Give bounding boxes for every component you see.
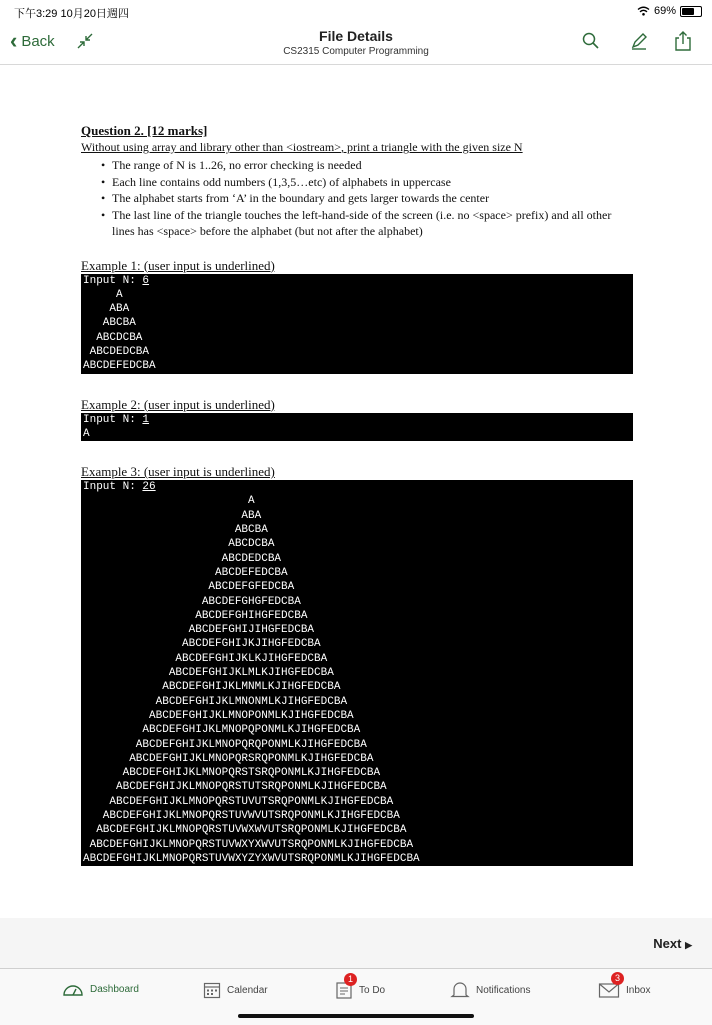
inbox-badge: 3 xyxy=(611,972,624,985)
example-2-label: Example 2: (user input is underlined) xyxy=(81,396,275,412)
triangle-line: ABCDEFGHIHGFEDCBA xyxy=(83,609,308,622)
triangle-line: ABCBA xyxy=(83,524,268,537)
triangle-line: ABCDEFEDCBA xyxy=(83,360,156,373)
requirements-list xyxy=(81,157,633,240)
triangle-line: ABCDEFGHIJKLMNOPQRSTUVWXYZYXWVUTSRQPONMLKJIHGFEDCBA xyxy=(83,852,420,865)
console-prompt: Input N: xyxy=(83,274,143,287)
triangle-line: ABA xyxy=(83,303,130,316)
tab-dashboard[interactable] xyxy=(62,981,139,997)
list-item: • The last line of the triangle touches the left-hand-side of the screen (i.e. no <space> prefix) and all other lines has <space> before the alphabet (but not after the alphabet) xyxy=(101,207,633,240)
list-item: • The alphabet starts from ‘A’ in the boundary and gets larger towards the center xyxy=(101,190,633,207)
back-label: Back xyxy=(21,32,55,50)
dashboard-icon xyxy=(62,981,84,997)
tab-label: Notifications xyxy=(476,984,531,996)
status-time: 下午3:29 10月20日週四 xyxy=(14,8,129,20)
triangle-line: ABCDEFGHIJKJIHGFEDCBA xyxy=(83,638,321,651)
page-title: File Details xyxy=(319,28,393,44)
triangle-line: ABCDEFGHIJKLMNOPQRSTUVWXYXWVUTSRQPONMLKJIHGFEDCBA xyxy=(83,838,414,851)
triangle-line: ABCDEFGHIJKLMNOPQRSTUTSRQPONMLKJIHGFEDCBA xyxy=(83,781,387,794)
navigation-bar xyxy=(0,22,712,65)
triangle-line: ABCDEFGHIJKLMNOPQRSTUVWXWVUTSRQPONMLKJIHGFEDCBA xyxy=(83,824,407,837)
tab-label: Calendar xyxy=(227,984,268,996)
bell-icon xyxy=(450,981,470,999)
document-page xyxy=(81,120,633,866)
triangle-line: ABCDEDCBA xyxy=(83,345,150,358)
intro-rest: , print a triangle with the given size N xyxy=(340,140,523,154)
title-block xyxy=(0,28,712,57)
home-indicator xyxy=(238,1014,474,1018)
tab-notifications[interactable] xyxy=(450,981,530,999)
list-item: • Each line contains odd numbers (1,3,5…etc) of alphabets in uppercase xyxy=(101,174,633,191)
document-footer xyxy=(0,918,712,968)
chevron-left-icon: ‹ xyxy=(10,28,18,53)
battery-icon xyxy=(680,6,702,17)
triangle-line: ABCDEFGHIJKLMNOPQPONMLKJIHGFEDCBA xyxy=(83,724,361,737)
triangle-line: ABCBA xyxy=(83,317,136,330)
triangle-line: ABCDEFGHIJKLKJIHGFEDCBA xyxy=(83,652,328,665)
battery-percent: 69% xyxy=(653,5,676,17)
triangle-line: A xyxy=(83,288,123,301)
wifi-icon xyxy=(637,6,650,16)
triangle-line: ABCDEFGHIJIHGFEDCBA xyxy=(83,624,315,637)
triangle-line: ABCDEFGHIJKLMNOPQRSRQPONMLKJIHGFEDCBA xyxy=(83,752,374,765)
triangle-line: ABCDEFGHIJKLMNONMLKJIHGFEDCBA xyxy=(83,695,348,708)
triangle-line: ABCDEFGHIJKLMNOPQRQPONMLKJIHGFEDCBA xyxy=(83,738,367,751)
tab-todo[interactable] xyxy=(335,974,386,999)
console-input: 6 xyxy=(142,274,150,287)
todo-badge: 1 xyxy=(344,973,357,986)
triangle-line: ABCDEDCBA xyxy=(83,552,282,565)
triangle-line: ABCDEFGFEDCBA xyxy=(83,581,295,594)
triangle-line: ABA xyxy=(83,509,262,522)
share-icon[interactable] xyxy=(672,30,694,52)
console-prompt: Input N: xyxy=(83,413,143,426)
battery-level xyxy=(682,8,694,15)
triangle-line: ABCDEFGHIJKLMNOPQRSTUVWVUTSRQPONMLKJIHGFEDCBA xyxy=(83,810,400,822)
triangle-line: ABCDEFGHGFEDCBA xyxy=(83,595,301,608)
question-intro xyxy=(81,140,633,155)
play-arrow-icon: ▶ xyxy=(685,940,692,950)
inbox-icon-wrap xyxy=(598,973,620,999)
tab-label: Inbox xyxy=(626,984,651,996)
tab-inbox[interactable] xyxy=(598,973,651,999)
todo-icon-wrap xyxy=(335,974,353,999)
triangle-line: ABCDCBA xyxy=(83,538,275,551)
example-1-label: Example 1: (user input is underlined) xyxy=(81,257,275,273)
triangle-line: ABCDCBA xyxy=(83,331,143,344)
triangle-line: ABCDEFGHIJKLMNOPQRSTUVUTSRQPONMLKJIHGFEDCBA xyxy=(83,795,394,808)
console-prompt: Input N: xyxy=(83,481,143,494)
console-input: 26 xyxy=(142,481,156,494)
list-item: • The range of N is 1..26, no error checking is needed xyxy=(101,157,633,174)
triangle-line: ABCDEFGHIJKLMNOPONMLKJIHGFEDCBA xyxy=(83,709,354,722)
intro-underlined: Without using array and library other than <iostream> xyxy=(81,140,341,154)
triangle-line: A xyxy=(83,495,255,508)
triangle-line: ABCDEFEDCBA xyxy=(83,566,288,579)
example-2-console xyxy=(81,413,633,442)
status-bar xyxy=(0,0,712,22)
triangle-line: A xyxy=(83,427,90,440)
triangle-output xyxy=(83,288,631,374)
next-button[interactable] xyxy=(653,936,692,951)
triangle-line: ABCDEFGHIJKLMNMLKJIHGFEDCBA xyxy=(83,681,341,694)
triangle-line: ABCDEFGHIJKLMLKJIHGFEDCBA xyxy=(83,667,334,680)
tab-label: Dashboard xyxy=(90,983,139,995)
next-label: Next xyxy=(653,936,682,951)
question-title: Question 2. [12 marks] xyxy=(81,123,208,138)
triangle-output xyxy=(83,427,631,441)
example-3-console xyxy=(81,480,633,866)
tab-label: To Do xyxy=(359,984,386,996)
search-icon[interactable] xyxy=(580,30,602,52)
console-input: 1 xyxy=(142,413,150,426)
example-3-label: Example 3: (user input is underlined) xyxy=(81,464,275,480)
page-subtitle: CS2315 Computer Programming xyxy=(283,46,429,57)
annotate-pen-icon[interactable] xyxy=(628,30,650,52)
triangle-line: ABCDEFGHIJKLMNOPQRSTSRQPONMLKJIHGFEDCBA xyxy=(83,767,381,780)
tab-calendar[interactable] xyxy=(203,981,268,999)
status-right xyxy=(637,5,702,17)
triangle-output xyxy=(83,494,631,866)
example-1-console xyxy=(81,274,633,374)
calendar-icon xyxy=(203,981,221,999)
